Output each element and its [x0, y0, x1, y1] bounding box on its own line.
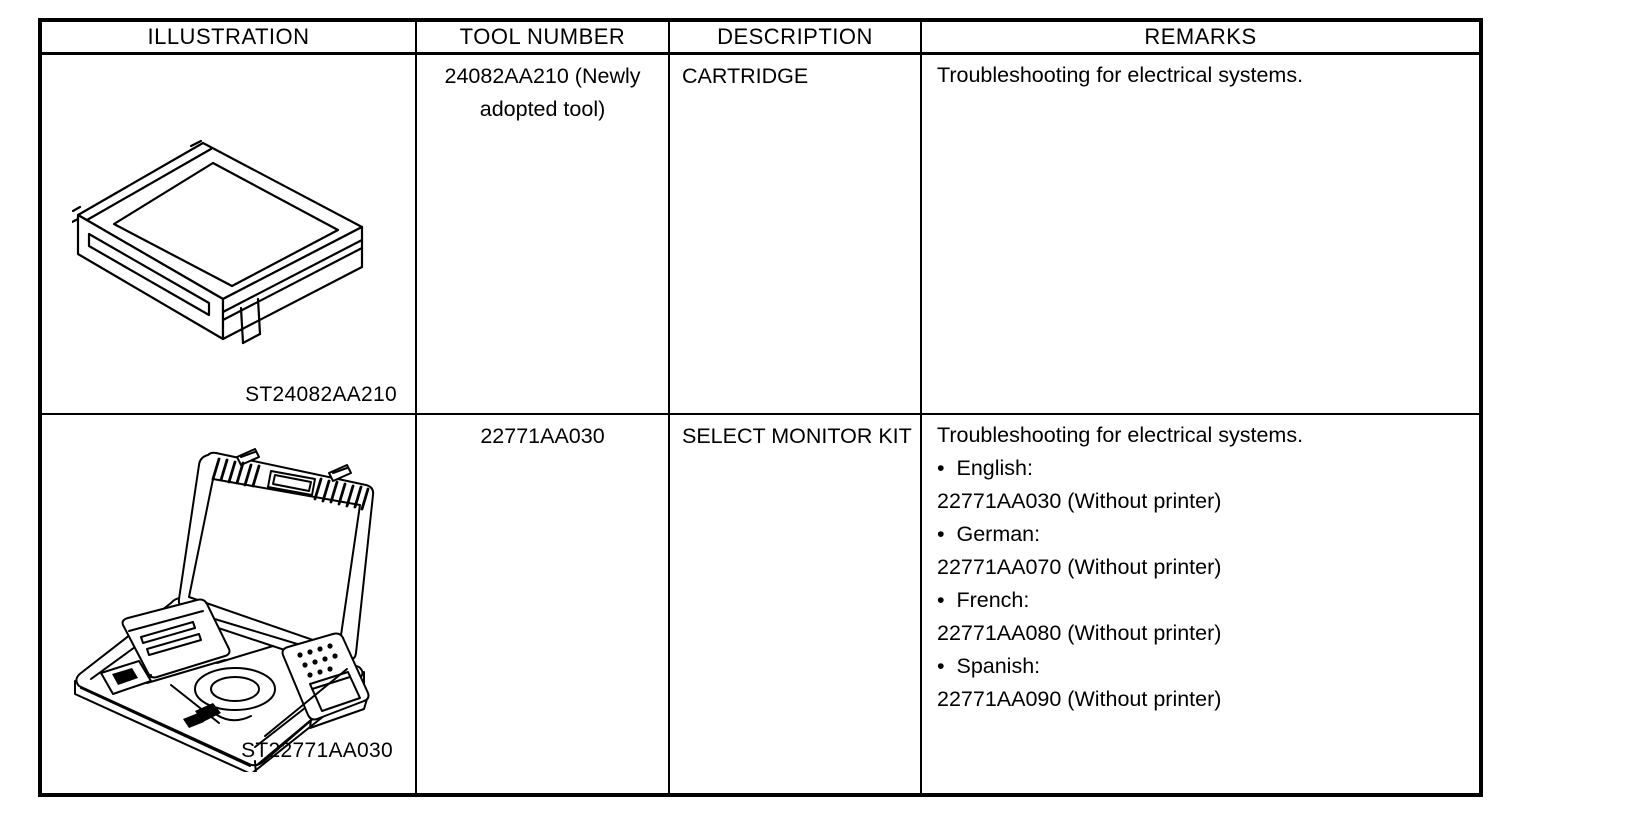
remark-line: • Spanish:	[937, 654, 1041, 678]
illustration-code: ST22771AA030	[241, 739, 393, 762]
select-monitor-kit-line-art	[67, 427, 392, 772]
illustration-cell-cartridge	[42, 55, 417, 415]
tool-number-cartridge: 24082AA210 (Newly adopted tool)	[417, 55, 670, 415]
header-remarks: REMARKS	[922, 22, 1479, 55]
tool-number-select-monitor-kit: 22771AA030	[417, 415, 670, 793]
illustration-code: ST24082AA210	[245, 383, 397, 406]
remark-line: 22771AA070 (Without printer)	[937, 555, 1222, 579]
remark-line: • English:	[937, 456, 1033, 480]
description-select-monitor-kit: SELECT MONITOR KIT	[670, 415, 922, 793]
description-cartridge: CARTRIDGE	[670, 55, 922, 415]
remarks-cartridge	[922, 55, 1479, 415]
header-description: DESCRIPTION	[670, 22, 922, 55]
remarks-select-monitor-kit	[922, 415, 1479, 793]
illustration-cell-select-monitor-kit	[42, 415, 417, 793]
remark-line: 22771AA090 (Without printer)	[937, 687, 1222, 711]
remark-line: 22771AA030 (Without printer)	[937, 489, 1222, 513]
remark-line: Troubleshooting for electrical systems.	[937, 423, 1304, 447]
remark-line: 22771AA080 (Without printer)	[937, 621, 1222, 645]
header-tool-number: TOOL NUMBER	[417, 22, 670, 55]
header-illustration: ILLUSTRATION	[42, 22, 417, 55]
remark-line: Troubleshooting for electrical systems.	[937, 63, 1304, 87]
remark-line: • French:	[937, 588, 1030, 612]
special-tools-table	[38, 18, 1483, 797]
cartridge-line-art	[72, 127, 392, 355]
remark-line: • German:	[937, 522, 1041, 546]
